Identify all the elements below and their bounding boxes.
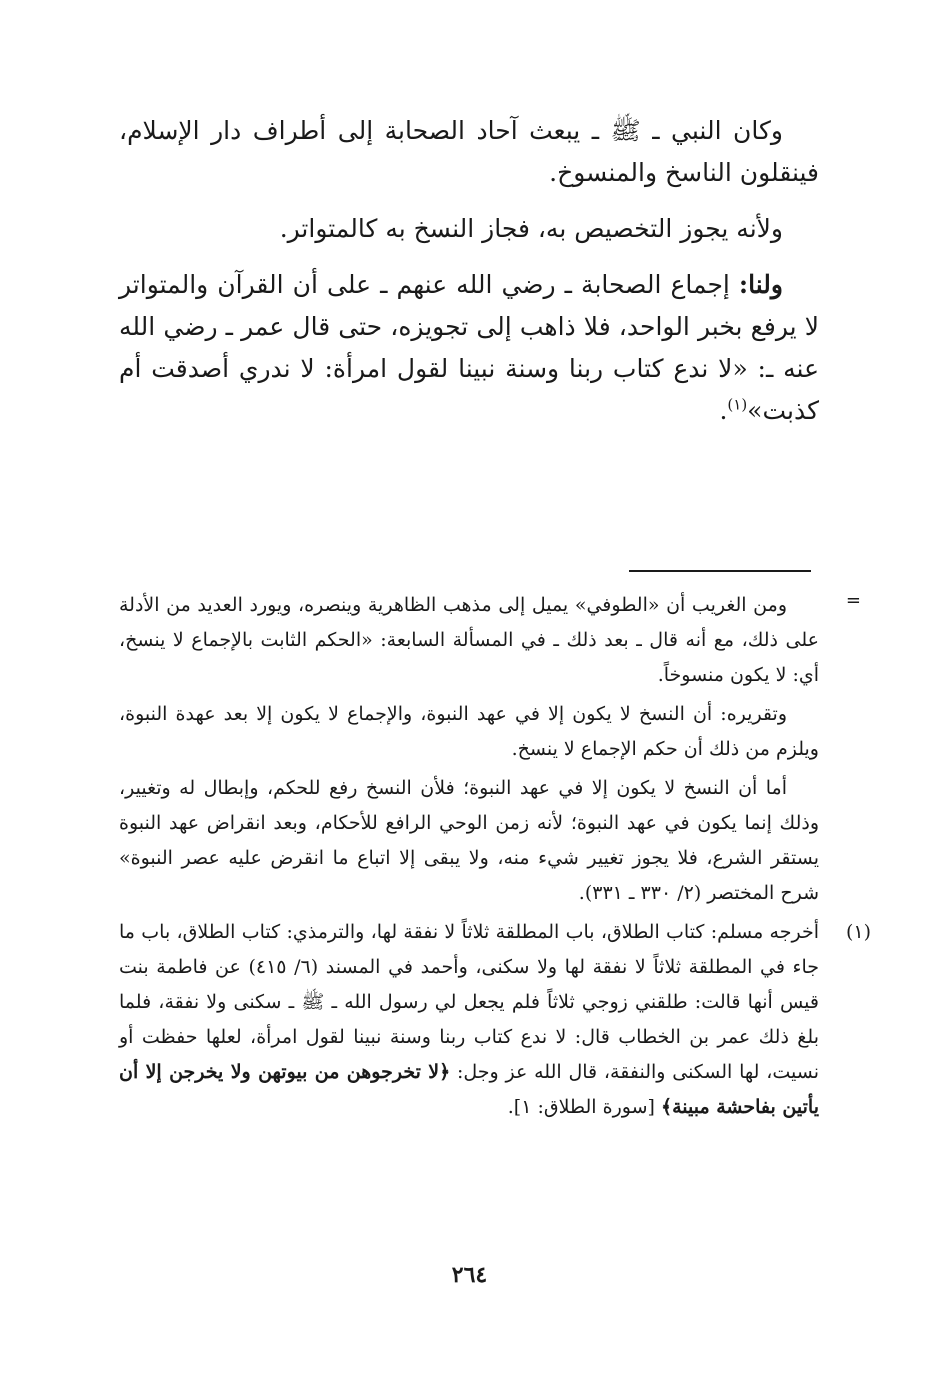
paragraph-3-end: .	[719, 396, 728, 425]
footnotes-section	[119, 588, 871, 1129]
footnote-separator	[629, 570, 811, 572]
paragraph-2: ولأنه يجوز التخصيص به، فجاز النسخ به كالمتواتر.	[279, 214, 783, 243]
paragraph-3-lead: ولنا:	[738, 270, 783, 299]
main-text	[119, 110, 819, 446]
footnote-continued-1: ومن الغريب أن «الطوفي» يميل إلى مذهب الظاهرية وينصره، ويورد العديد من الأدلة على ذلك، مع أنه قال ـ بعد ذلك ـ في المسألة السابعة: «الحكم الثابت بالإجماع لا ينسخ، أي: لا يكون منسوخاً.	[119, 594, 819, 686]
paragraph-3-body: إجماع الصحابة ـ رضي الله عنهم ـ على أن القرآن والمتواتر لا يرفع بخبر الواحد، فلا ذاهب إلى تجويزه، حتى قال عمر ـ رضي الله عنه ـ: «لا ندع كتاب ربنا وسنة نبينا لقول امرأة: لا ندري أصدقت أم كذبت»	[119, 270, 819, 425]
page-number: ٢٦٤	[451, 1262, 488, 1288]
footnote-1	[119, 915, 871, 1125]
footnote-1-number: (١)	[845, 921, 871, 943]
footnote-1-text: أخرجه مسلم: كتاب الطلاق، باب المطلقة ثلاثاً لا نفقة لها، والترمذي: كتاب الطلاق، باب ما جاء في المطلقة ثلاثاً لا نفقة لها ولا سكنى، وأحمد في المسند (٦/ ٤١٥) عن فاطمة بنت قيس أنها قالت: طلقني زوجي ثلاثاً فلم يجعل لي رسول الله ـ ﷺ ـ سكنى ولا نفقة، فلما بلغ ذلك عمر بن الخطاب قال: لا ندع كتاب ربنا وسنة نبينا لقول امرأة، لعلها حفظت أو نسيت، لها السكنى والنفقة، قال الله عز وجل:	[119, 921, 819, 1083]
paragraph-1: وكان النبي ـ ﷺ ـ يبعث آحاد الصحابة إلى أطراف دار الإسلام، فينقلون الناسخ والمنسوخ.	[119, 116, 819, 187]
footnote-continued-2: وتقريره: أن النسخ لا يكون إلا في عهد النبوة، والإجماع لا يكون إلا بعد عهدة النبوة، ويلزم من ذلك أن حكم الإجماع لا ينسخ.	[119, 703, 819, 760]
footnote-continuation-mark: =	[845, 590, 861, 611]
paragraph-3	[119, 264, 819, 432]
footnote-continued-3: أما أن النسخ لا يكون إلا في عهد النبوة؛ فلأن النسخ رفع للحكم، وإبطال له وتغيير، وذلك إنما يكون في عهد النبوة؛ لأنه زمن الوحي الرافع للأحكام، وبعد انقراض عهد النبوة يستقر الشرع، فلا يجوز تغيير شيء منه، ولا يبقى إلا اتباع ما انقرض عليه عصر النبوة» شرح المختصر (٢/ ٣٣٠ ـ ٣٣١).	[119, 777, 819, 904]
footnote-1-citation: [سورة الطلاق: ١].	[507, 1096, 661, 1118]
footnote-reference-1[interactable]: (١)	[727, 395, 748, 414]
footnote-1-quran-verse: ﴿لا تخرجوهن من بيوتهن ولا يخرجن إلا أن يأتين بفاحشة مبينة﴾	[119, 1061, 819, 1118]
